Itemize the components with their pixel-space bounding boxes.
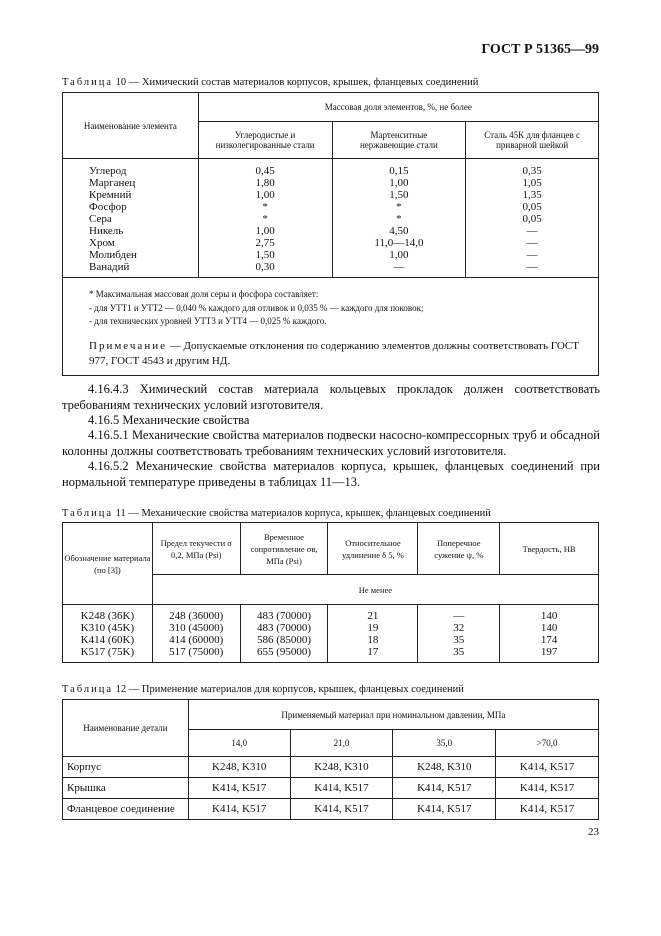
table11-hardness-values	[500, 605, 599, 663]
table11-yield-values	[152, 605, 240, 663]
material-cell: K248, K310	[290, 757, 393, 778]
yield-strength-value: 248 (36000)	[169, 610, 224, 622]
table-row	[63, 757, 599, 778]
steel-45k-value: —	[526, 225, 538, 237]
table11-designations	[63, 605, 153, 663]
martensitic-steel-value: *	[396, 213, 402, 225]
table10-col2-values	[332, 159, 466, 278]
note-label: Примечание	[89, 339, 167, 352]
elongation-value: 17	[367, 646, 379, 658]
table-10	[62, 92, 599, 376]
element-name: Кремний	[89, 189, 132, 201]
carbon-steel-value: 0,45	[255, 165, 275, 177]
table10-names-column	[63, 159, 199, 278]
table10-caption-label: Таблица	[62, 77, 114, 88]
element-name: Марганец	[89, 177, 136, 189]
material-cell: K414, K517	[496, 799, 599, 820]
steel-45k-value: —	[526, 261, 538, 273]
paragraph-4-16-5: 4.16.5 Механические свойства	[88, 413, 250, 427]
martensitic-steel-value: 0,15	[389, 165, 409, 177]
table12-header-group: Применяемый материал при номинальном давлении, МПа	[188, 700, 598, 730]
tensile-strength-value: 655 (95000)	[257, 646, 312, 658]
table10-header-group: Массовая доля элементов, %, не более	[198, 93, 598, 122]
martensitic-steel-value: 1,00	[389, 177, 409, 189]
material-cell: K414, K517	[393, 778, 496, 799]
paragraph-4-16-5-2: 4.16.5.2 Механические свойства материалов корпуса, крышек, фланцевых соединений при нормальной температуре приведены в таблицах 11—13.	[62, 459, 600, 489]
material-cell: K248, K310	[188, 757, 290, 778]
martensitic-steel-value: 11,0—14,0	[374, 237, 424, 249]
table10-caption	[62, 77, 478, 88]
yield-strength-value: 310 (45000)	[169, 622, 224, 634]
standard-code: ГОСТ Р 51365—99	[481, 42, 599, 57]
element-name: Молибден	[89, 249, 137, 261]
martensitic-steel-value: 1,00	[389, 249, 409, 261]
table10-footnote	[63, 278, 599, 335]
pressure-header: >70,0	[496, 730, 599, 757]
reduction-value: 35	[453, 634, 465, 646]
table-row	[63, 799, 599, 820]
tensile-strength-value: 586 (85000)	[257, 634, 312, 646]
table11-header-yield: Предел текучести σ 0,2, МПа (Psi)	[152, 523, 240, 575]
element-name: Никель	[89, 225, 124, 237]
steel-45k-value: —	[526, 249, 538, 261]
table11-header-designation: Обозначение материала (по [3])	[63, 523, 153, 605]
material-cell: K414, K517	[496, 778, 599, 799]
table11-caption-label: Таблица	[62, 508, 114, 519]
table10-header-name: Наименование элемента	[63, 93, 199, 159]
table11-header-reduction: Поперечное сужение ψ, %	[418, 523, 500, 575]
material-designation: K310 (45K)	[80, 622, 135, 634]
table10-header-col2: Мартенситные нержавеющие стали	[332, 122, 466, 159]
table11-header-tensile: Временное сопротивление σв, МПа (Psi)	[240, 523, 328, 575]
reduction-value: 32	[453, 622, 465, 634]
table-12	[62, 699, 599, 820]
reduction-value: —	[453, 610, 465, 622]
table11-subheader: Не менее	[152, 575, 598, 605]
material-cell: K414, K517	[188, 778, 290, 799]
element-name: Углерод	[89, 165, 127, 177]
carbon-steel-value: 1,80	[255, 177, 275, 189]
table11-header-hardness: Твердость, НВ	[500, 523, 599, 575]
pressure-header: 21,0	[290, 730, 393, 757]
hardness-value: 140	[540, 622, 558, 634]
steel-45k-value: 1,05	[522, 177, 542, 189]
part-name: Корпус	[63, 757, 189, 778]
paragraph-4-16-4-3: 4.16.4.3 Химический состав материала кольцевых прокладок должен соответствовать требованиям технических условий изготовителя.	[62, 382, 600, 412]
table10-note	[63, 335, 599, 376]
table10-caption-text: 10 — Химический состав материалов корпусов, крышек, фланцевых соединений	[113, 77, 479, 88]
table12-caption-label: Таблица	[62, 684, 114, 695]
tensile-strength-value: 483 (70000)	[257, 622, 312, 634]
steel-45k-value: 0,05	[522, 213, 542, 225]
carbon-steel-value: 1,50	[255, 249, 275, 261]
material-cell: K414, K517	[290, 799, 393, 820]
martensitic-steel-value: *	[396, 201, 402, 213]
table-row	[63, 778, 599, 799]
page-number: 23	[588, 826, 599, 838]
steel-45k-value: 1,35	[522, 189, 542, 201]
table10-header-col1: Углеродистые и низколегированные стали	[198, 122, 332, 159]
part-name: Крышка	[63, 778, 189, 799]
elongation-value: 19	[367, 622, 379, 634]
elongation-value: 18	[367, 634, 379, 646]
material-cell: K414, K517	[393, 799, 496, 820]
table12-caption-text: 12 — Применение материалов для корпусов, крышек, фланцевых соединений	[113, 684, 464, 695]
element-name: Хром	[89, 237, 115, 249]
material-designation: K517 (75K)	[80, 646, 135, 658]
table11-caption-text: 11 — Механические свойства материалов корпуса, крышек, фланцевых соединений	[113, 508, 491, 519]
carbon-steel-value: 0,30	[255, 261, 275, 273]
material-cell: K248, K310	[393, 757, 496, 778]
yield-strength-value: 414 (60000)	[169, 634, 224, 646]
table12-caption	[62, 684, 464, 695]
hardness-value: 197	[540, 646, 558, 658]
carbon-steel-value: *	[262, 201, 268, 213]
footnote-line-1: * Максимальная массовая доля серы и фосфора составляет:	[89, 289, 319, 299]
hardness-value: 140	[540, 610, 558, 622]
element-name: Фосфор	[89, 201, 127, 213]
table10-col3-values	[466, 159, 599, 278]
material-cell: K414, K517	[496, 757, 599, 778]
tensile-strength-value: 483 (70000)	[257, 610, 312, 622]
material-designation: K248 (36K)	[80, 610, 135, 622]
martensitic-steel-value: 1,50	[389, 189, 409, 201]
reduction-value: 35	[453, 646, 465, 658]
steel-45k-value: —	[526, 237, 538, 249]
table11-caption	[62, 508, 491, 519]
martensitic-steel-value: 4,50	[389, 225, 409, 237]
steel-45k-value: 0,05	[522, 201, 542, 213]
table12-header-part: Наименование детали	[63, 700, 189, 757]
martensitic-steel-value: —	[393, 261, 405, 273]
material-cell: K414, K517	[188, 799, 290, 820]
table11-reduction-values	[418, 605, 500, 663]
paragraph-4-16-5-1: 4.16.5.1 Механические свойства материалов подвески насосно-компрессорных труб и обсадной колонны должны соответствовать требованиям технических условий изготовителя.	[62, 428, 600, 458]
footnote-line-3: - для технических уровней УТТ3 и УТТ4 — 0,025 % каждого.	[89, 316, 327, 326]
table10-col1-values	[198, 159, 332, 278]
table11-tensile-values	[240, 605, 328, 663]
steel-45k-value: 0,35	[522, 165, 542, 177]
elongation-value: 21	[367, 610, 379, 622]
material-designation: K414 (60K)	[80, 634, 135, 646]
pressure-header: 14,0	[188, 730, 290, 757]
pressure-header: 35,0	[393, 730, 496, 757]
table11-elongation-values	[328, 605, 418, 663]
table11-header-elongation: Относительное удлинение δ 5, %	[328, 523, 418, 575]
table10-header-col3: Сталь 45К для фланцев с приварной шейкой	[466, 122, 599, 159]
carbon-steel-value: *	[262, 213, 268, 225]
footnote-line-2: - для УТТ1 и УТТ2 — 0,040 % каждого для отливок и 0,035 % — каждого для поковок;	[89, 302, 424, 313]
yield-strength-value: 517 (75000)	[169, 646, 224, 658]
carbon-steel-value: 1,00	[255, 225, 275, 237]
table-11	[62, 522, 599, 663]
element-name: Сера	[89, 213, 112, 225]
carbon-steel-value: 2,75	[255, 237, 275, 249]
element-name: Ванадий	[89, 261, 130, 273]
note-text: — Допускаемые отклонения по содержанию элементов должны соответствовать ГОСТ 977, ГОСТ 4543 и другим НД.	[89, 339, 579, 367]
hardness-value: 174	[540, 634, 558, 646]
part-name: Фланцевое соединение	[63, 799, 189, 820]
material-cell: K414, K517	[290, 778, 393, 799]
carbon-steel-value: 1,00	[255, 189, 275, 201]
